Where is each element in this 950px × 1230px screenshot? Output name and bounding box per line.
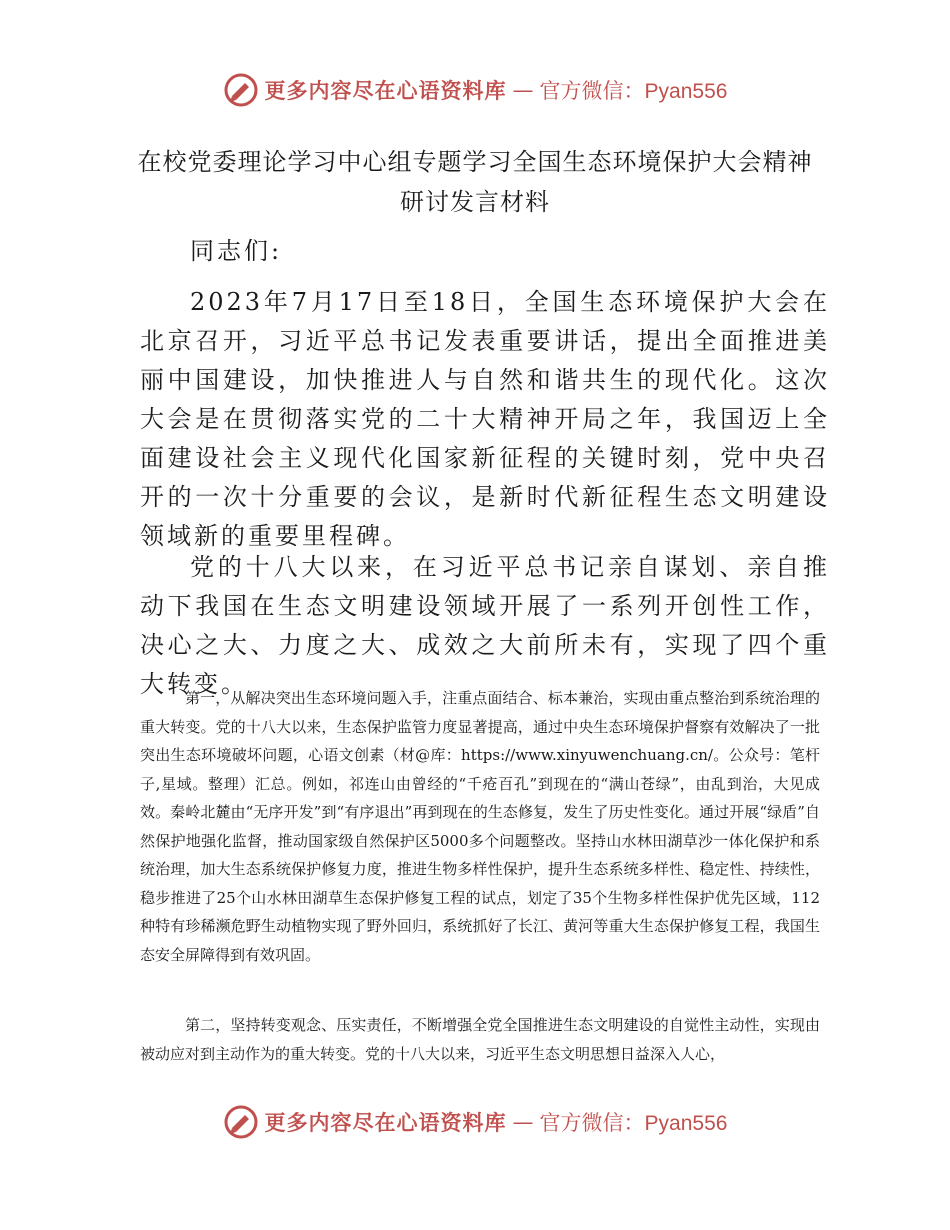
paragraph-1: 2023年7月17日至18日，全国生态环境保护大会在北京召开，习近平总书记发表重要讲话，提出全面推进美丽中国建设，加快推进人与自然和谐共生的现代化。这次大会是在贯彻落实党的二十大精神开局之年，我国迈上全面建设社会主义现代化国家新征程的关键时刻，党中央召开的一次十分重要的会议，是新时代新征程生态文明建设领域新的重要里程碑。: [140, 288, 830, 550]
header-banner: [0, 70, 950, 110]
banner-title: 更多内容尽在心语资料库: [264, 79, 507, 103]
paragraph-4: 第二，坚持转变观念、压实责任，不断增强全党全国推进生态文明建设的自觉性主动性，实现由被动应对到主动作为的重大转变。党的十八大以来，习近平生态文明思想日益深入人心，: [140, 1016, 820, 1063]
banner-separator: —: [512, 78, 534, 102]
greeting: 同志们:: [190, 237, 283, 265]
footer-banner-title: 更多内容尽在心语资料库: [264, 1111, 507, 1135]
footer-banner-wechat: 官方微信：Pyan556: [539, 1112, 728, 1135]
footer-banner-separator: —: [512, 1110, 534, 1134]
paragraph-2: 党的十八大以来，在习近平总书记亲自谋划、亲自推动下我国在生态文明建设领域开展了一系列开创性工作，决心之大、力度之大、成效之大前所未有，实现了四个重大转变。: [140, 553, 830, 698]
pen-book-logo-icon: [223, 1104, 259, 1140]
document-subtitle: 研讨发言材料: [400, 188, 550, 216]
banner-wechat: 官方微信：Pyan556: [539, 80, 728, 103]
footer-banner: [0, 1102, 950, 1142]
document-title: 在校党委理论学习中心组专题学习全国生态环境保护大会精神: [137, 148, 813, 176]
pen-book-logo-icon: [223, 72, 259, 108]
paragraph-3: 第一，从解决突出生态环境问题入手，注重点面结合、标本兼治，实现由重点整治到系统治理的重大转变。党的十八大以来，生态保护监管力度显著提高，通过中央生态环境保护督察有效解决了一批突出生态环境破坏问题，心语文创素（材@库：https://www.xinyuwenchuang.cn/。公众号：笔杆子,星域。整理）汇总。例如，祁连山由曾经的“千疮百孔”到现在的“满山苍绿”，由乱到治，大见成效。秦岭北麓由“无序开发”到“有序退出”再到现在的生态修复，发生了历史性变化。通过开展“绿盾”自然保护地强化监督，推动国家级自然保护区5000多个问题整改。坚持山水林田湖草沙一体化保护和系统治理，加大生态系统保护修复力度，推进生物多样性保护，提升生态系统多样性、稳定性、持续性，稳步推进了25个山水林田湖草生态保护修复工程的试点，划定了35个生物多样性保护优先区域，112种特有珍稀濒危野生动植物实现了野外回归，系统抓好了长江、黄河等重大生态保护修复工程，我国生态安全屏障得到有效巩固。: [140, 689, 820, 964]
